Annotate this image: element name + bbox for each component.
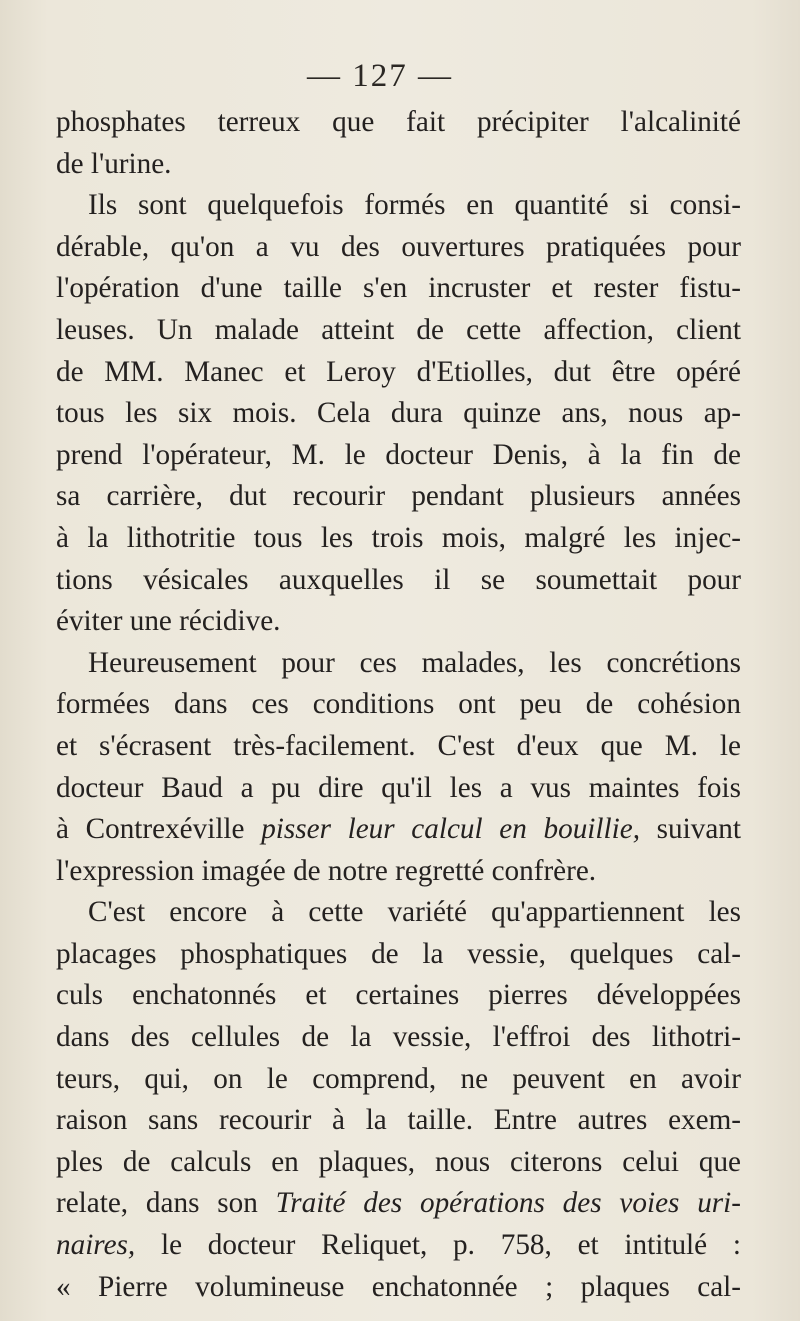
italic-book-title: naires, <box>56 1229 136 1262</box>
text-run: relate, dans son <box>56 1187 276 1220</box>
text-line: tions vésicales auxquelles il se soumettait pour <box>56 563 741 596</box>
text-line: l'opération d'une taille s'en incruster et rester fistu- <box>56 272 741 305</box>
text-line: et s'écrasent très-facilement. C'est d'eux que M. le <box>56 729 741 762</box>
italic-book-title: Traité des opérations des voies uri- <box>275 1187 741 1220</box>
text-line: teurs, qui, on le comprend, ne peuvent en avoir <box>56 1062 741 1095</box>
italic-quote: pisser leur calcul en bouillie, <box>261 813 640 846</box>
text-line <box>56 809 741 851</box>
text-line: prend l'opérateur, M. le docteur Denis, à la fin de <box>56 438 741 471</box>
text-line: raison sans recourir à la taille. Entre autres exem- <box>56 1104 741 1137</box>
text-line: sa carrière, dut recourir pendant plusieurs années <box>56 480 741 513</box>
text-line: leuses. Un malade atteint de cette affection, client <box>56 313 741 346</box>
text-line: ples de calculs en plaques, nous citerons celui que <box>56 1145 741 1178</box>
text-line: éviter une récidive. <box>56 605 281 638</box>
text-line: formées dans ces conditions ont peu de cohésion <box>56 688 741 721</box>
text-line <box>56 1225 741 1267</box>
text-line: de MM. Manec et Leroy d'Etiolles, dut être opéré <box>56 355 741 388</box>
text-line: l'expression imagée de notre regretté confrère. <box>56 854 597 887</box>
text-line: de l'urine. <box>56 147 172 180</box>
body-text <box>56 102 741 1308</box>
paragraph-start-line: Ils sont quelquefois formés en quantité si consi- <box>88 189 741 222</box>
text-run: à Contrexéville <box>56 813 262 846</box>
text-line: docteur Baud a pu dire qu'il les a vus maintes fois <box>56 771 741 804</box>
text-line: tous les six mois. Cela dura quinze ans, nous ap- <box>56 397 741 430</box>
text-run: suivant <box>640 813 741 846</box>
text-line: « Pierre volumineuse enchatonnée ; plaques cal- <box>56 1270 741 1303</box>
text-line <box>56 1183 741 1225</box>
text-line: placages phosphatiques de la vessie, quelques cal- <box>56 937 741 970</box>
paragraph-start-line: Heureusement pour ces malades, les concrétions <box>88 646 741 679</box>
text-line: culs enchatonnés et certaines pierres développées <box>56 979 741 1012</box>
text-run: le docteur Reliquet, p. 758, et intitulé : <box>135 1229 741 1262</box>
text-line: dans des cellules de la vessie, l'effroi des lithotri- <box>56 1021 741 1054</box>
text-line: phosphates terreux que fait précipiter l'alcalinité <box>56 106 741 138</box>
text-line: dérable, qu'on a vu des ouvertures pratiquées pour <box>56 230 741 263</box>
page-number: — 127 — <box>307 58 453 94</box>
paragraph-start-line: C'est encore à cette variété qu'appartiennent les <box>88 896 741 929</box>
text-line: à la lithotritie tous les trois mois, malgré les injec- <box>56 521 741 554</box>
